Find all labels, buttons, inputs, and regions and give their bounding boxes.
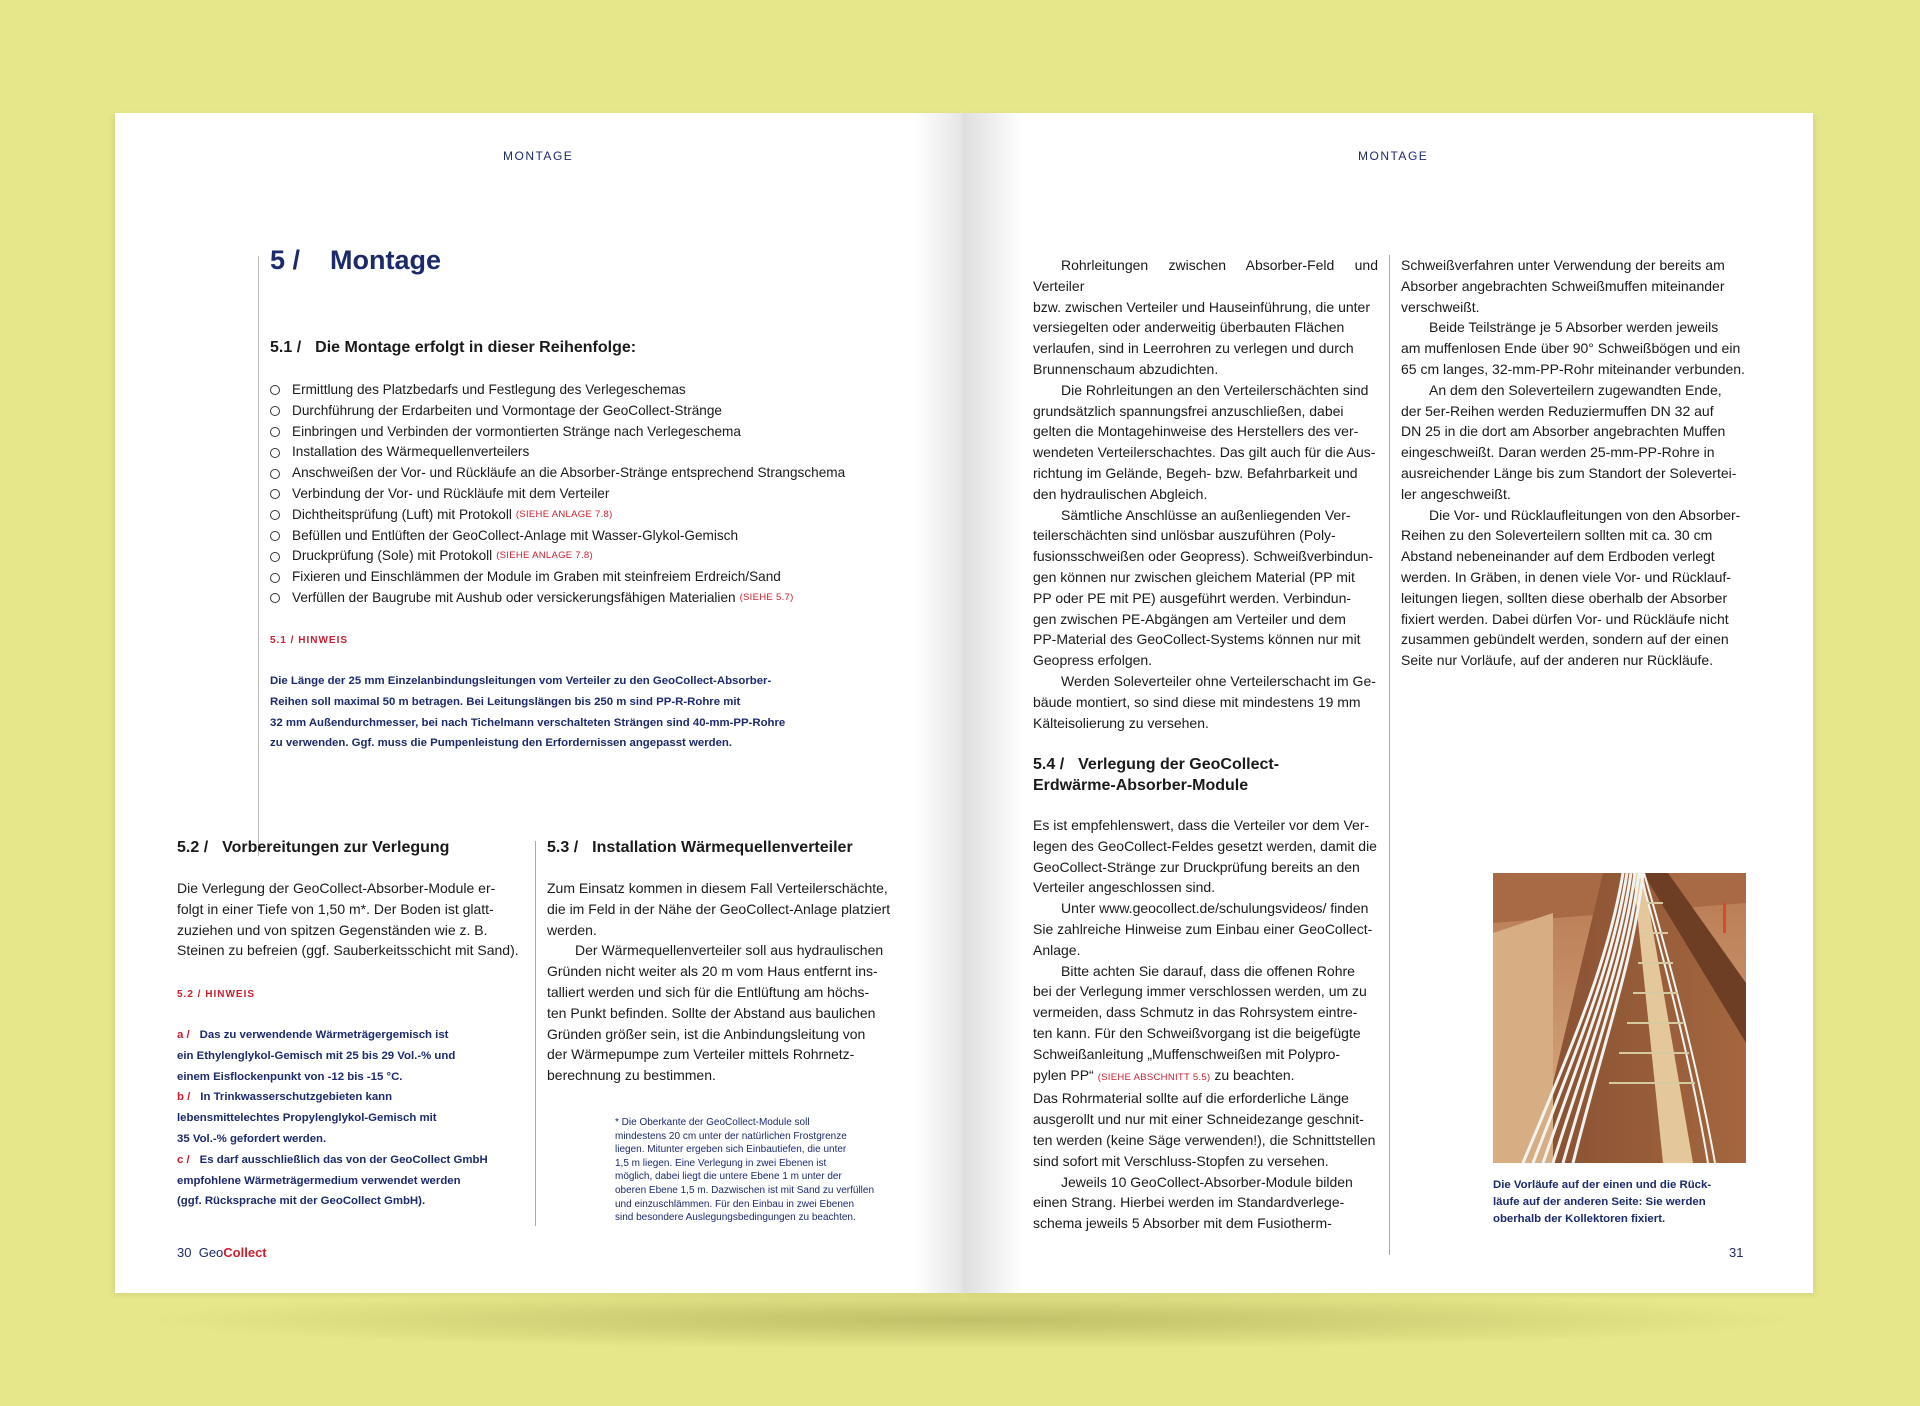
hint-text: einem Eisflockenpunkt von -12 bis -15 °C. — [177, 1070, 403, 1083]
step-text: Durchführung der Erdarbeiten und Vormontage der GeoCollect-Stränge — [292, 402, 722, 418]
hint-5-1-text — [270, 671, 870, 754]
step-item — [270, 401, 845, 422]
text-line: versiegelten oder anderweitig überbauten Flächen — [1033, 319, 1345, 336]
text-line: der Wärmepumpe zum Verteiler mittels Rohrnetz- — [547, 1046, 855, 1063]
hint-item-line — [177, 1025, 527, 1046]
text-line: Steinen zu befreien (ggf. Sauberkeitsschicht mit Sand). — [177, 942, 519, 959]
hint-item-line — [177, 1108, 527, 1129]
text-line: PP-Material des GeoCollect-Systems können nur mit — [1033, 631, 1361, 648]
step-text: Installation des Wärmequellenverteilers — [292, 444, 530, 460]
weld-reference: (SIEHE ABSCHNITT 5.5) — [1097, 1071, 1211, 1083]
text-line: schema jeweils 5 Absorber mit dem Fusiotherm- — [1033, 1215, 1332, 1232]
text-line: gen zwischen PE-Abgängen am Verteiler und dem — [1033, 610, 1346, 627]
step-item — [270, 567, 845, 588]
hint-text: (ggf. Rücksprache mit der GeoCollect GmbH). — [177, 1195, 426, 1208]
text-line: Schweißanleitung „Muffenschweißen mit Polypro- — [1033, 1045, 1341, 1062]
step-item — [270, 463, 845, 484]
hint-text: ein Ethylenglykol-Gemisch mit 25 bis 29 Vol.-% und — [177, 1049, 456, 1062]
text-line: Kälteisolierung zu versehen. — [1033, 714, 1209, 731]
section-5-2-heading: 5.2 / Vorbereitungen zur Verlegung — [177, 839, 450, 856]
chapter-rule — [258, 256, 259, 856]
text-line: grundsätzlich spannungsfrei anzuschließen, dabei — [1033, 402, 1344, 419]
circle-bullet-icon — [270, 385, 280, 395]
step-item — [270, 484, 845, 505]
text-line: DN 25 in die dort am Absorber angebrachten Muffen — [1401, 423, 1726, 440]
text-line: fixiert werden. Dabei dürfen Vor- und Rückläufe nicht — [1401, 610, 1729, 627]
text-line: Brunnenschaum abzudichten. — [1033, 360, 1219, 377]
chapter-number: 5 / — [270, 245, 301, 275]
gutter-shade-left — [913, 113, 963, 1293]
text-line: Sämtliche Anschlüsse an außenliegenden Ver- — [1061, 506, 1351, 523]
right-col1-text — [1033, 255, 1378, 733]
text-line: Gründen größer sein, ist die Anbindungsleitung von — [547, 1025, 866, 1042]
text-line: GeoCollect-Stränge zur Druckprüfung bereits an den — [1033, 858, 1360, 875]
text-line: am muffenlosen Ende über 90° Schweißbögen und ein — [1401, 340, 1741, 357]
running-head-left: MONTAGE — [503, 149, 574, 163]
text-line: zu verwenden. Ggf. muss die Pumpenleistung den Erfordernissen angepasst werden. — [270, 737, 733, 750]
text-line: Der Wärmequellenverteiler soll aus hydraulischen — [575, 942, 884, 959]
section-5-2-text — [177, 878, 527, 961]
folio-right: 31 — [1729, 1245, 1744, 1260]
text-line: die im Feld in der Nähe der GeoCollect-Anlage platziert — [547, 900, 891, 917]
text-line: Abstand nebeneinander auf dem Erdboden verlegt — [1401, 548, 1715, 565]
text-line: ausgerollt und nur mit einer Schneidezange geschnit- — [1033, 1111, 1364, 1128]
step-reference: (SIEHE ANLAGE 7.8) — [515, 508, 613, 520]
left-page — [115, 113, 963, 1293]
hint-text: Das zu verwendende Wärmeträgergemisch ist — [199, 1029, 449, 1041]
step-item — [270, 526, 845, 547]
text-line: Die Länge der 25 mm Einzelanbindungsleitungen vom Verteiler zu den GeoCollect-Absorber- — [270, 675, 772, 687]
hint-item-line — [177, 1171, 527, 1192]
text-line: bzw. zwischen Verteiler und Hauseinführung, die unter — [1033, 298, 1370, 315]
step-item — [270, 442, 845, 463]
text-line: ten werden (keine Säge verwenden!), die Schnittstellen — [1033, 1131, 1376, 1148]
text-line: Beide Teilstränge je 5 Absorber werden jeweils — [1429, 319, 1719, 336]
section-5-3-heading: 5.3 / Installation Wärmequellenverteiler — [547, 839, 853, 856]
hint-letter: b / — [177, 1091, 191, 1104]
hint-item-line — [177, 1150, 527, 1171]
step-text: Befüllen und Entlüften der GeoCollect-Anlage mit Wasser-Glykol-Gemisch — [292, 527, 739, 543]
text-line: Schweißverfahren unter Verwendung der bereits am — [1401, 257, 1725, 273]
section-5-3-text — [547, 878, 893, 1086]
circle-bullet-icon — [270, 489, 280, 499]
right-col1b-text — [1033, 815, 1378, 1234]
circle-bullet-icon — [270, 427, 280, 437]
brand-logo-geo: Geo — [198, 1245, 224, 1260]
section-5-1-heading: 5.1 / Die Montage erfolgt in dieser Reihenfolge: — [270, 339, 637, 356]
book-shadow — [130, 1290, 1810, 1350]
circle-bullet-icon — [270, 406, 280, 416]
text-line: Absorber angebrachten Schweißmuffen miteinander — [1401, 277, 1725, 294]
column-rule-right — [1389, 255, 1390, 1255]
text-line: ten Punkt befinden. Sollte der Abstand aus baulichen — [547, 1004, 876, 1021]
text-line: und einzuschlämmen. Für den Einbau in zwei Ebenen — [615, 1198, 855, 1210]
step-text: Einbringen und Verbinden der vormontierten Stränge nach Verlegeschema — [292, 423, 741, 439]
gutter-shade-right — [963, 113, 1023, 1293]
text-line: Gründen nicht weiter als 20 m vom Haus entfernt ins- — [547, 963, 878, 980]
hint-text: In Trinkwasserschutzgebieten kann — [200, 1091, 393, 1104]
right-page — [963, 113, 1813, 1293]
text-line: 65 cm langes, 32-mm-PP-Rohr miteinander verbunden. — [1401, 360, 1745, 377]
text-line: zusammen gebündelt werden, sondern auf der einen — [1401, 631, 1729, 648]
step-text: Anschweißen der Vor- und Rückläufe an die Absorber-Stränge entsprechend Strangschema — [292, 465, 846, 481]
step-item — [270, 588, 845, 609]
hint-5-2-label: 5.2 / HINWEIS — [177, 989, 256, 1000]
text-line: Reihen zu den Soleverteilern sollten mit ca. 30 cm — [1401, 527, 1713, 544]
text-line: gen können nur zwischen gleichem Material (PP mit — [1033, 568, 1355, 585]
text-line: Geopress erfolgen. — [1033, 652, 1153, 669]
text-line: verschweißt. — [1401, 298, 1480, 315]
chapter-title — [270, 245, 441, 276]
hint-text: 35 Vol.-% gefordert werden. — [177, 1132, 327, 1145]
hint-5-2-list — [177, 1025, 527, 1212]
text-line: sind sofort mit Verschluss-Stopfen zu versehen. — [1033, 1152, 1329, 1169]
hint-text: Es darf ausschließlich das von der GeoCollect GmbH — [199, 1153, 488, 1166]
text-line: mindestens 20 cm unter der natürlichen Frostgrenze — [615, 1130, 847, 1142]
text-line: berechnung zu bestimmen. — [547, 1067, 716, 1084]
text-line: zuziehen und von spitzen Gegenständen wie z. B. — [177, 921, 488, 938]
step-text: Dichtheitsprüfung (Luft) mit Protokoll — [292, 506, 512, 522]
circle-bullet-icon — [270, 593, 280, 603]
text-line: gelten die Montagehinweise des Herstellers des ver- — [1033, 423, 1359, 440]
text-line: oberen Ebene 1,5 m. Dazwischen ist mit Sand zu verfüllen — [615, 1184, 875, 1196]
text-line: folgt in einer Tiefe von 1,50 m*. Der Boden ist glatt- — [177, 900, 494, 917]
text-line: liegen. Mitunter ergeben sich Einbautiefen, die unter — [615, 1144, 847, 1156]
hint-item-line — [177, 1129, 527, 1150]
chapter-name: Montage — [330, 245, 442, 275]
weld-before: pylen PP“ — [1033, 1066, 1094, 1083]
footnote — [615, 1116, 895, 1225]
text-line: Die Verlegung der GeoCollect-Absorber-Module er- — [177, 880, 496, 896]
hint-text: empfohlene Wärmeträgermedium verwendet werden — [177, 1174, 461, 1187]
text-line: Zum Einsatz kommen in diesem Fall Verteilerschächte, — [547, 880, 888, 896]
column-rule-left — [535, 841, 536, 1226]
text-line: Anlage. — [1033, 941, 1081, 958]
text-line: ten kann. Für den Schweißvorgang ist die beigefügte — [1033, 1024, 1361, 1041]
text-line: Das Rohrmaterial sollte auf die erforderliche Länge — [1033, 1090, 1349, 1107]
text-line: Die Vor- und Rücklaufleitungen von den Absorber- — [1429, 506, 1741, 523]
text-line: werden. — [547, 921, 597, 938]
text-line: oberhalb der Kollektoren fixiert. — [1493, 1213, 1666, 1225]
text-line: bei der Verlegung immer verschlossen werden, um zu — [1033, 983, 1367, 1000]
text-line: Seite nur Vorläufe, auf der anderen nur Rückläufe. — [1401, 652, 1714, 669]
circle-bullet-icon — [270, 510, 280, 520]
text-line: An dem den Soleverteilern zugewandten Ende, — [1429, 381, 1722, 398]
step-text: Fixieren und Einschlämmen der Module im Graben mit steinfreiem Erdreich/Sand — [292, 569, 781, 585]
text-line: ausreichender Länge bis zum Standort der Solevertei- — [1401, 464, 1737, 481]
text-line: Die Rohrleitungen an den Verteilerschächten sind — [1061, 381, 1369, 398]
text-line: 32 mm Außendurchmesser, bei nach Tichelmann verschalteten Strängen sind 40-mm-PP-Rohre — [270, 716, 786, 729]
weld-line — [1033, 1065, 1378, 1089]
folio-left: 30 GeoCollect — [177, 1245, 267, 1260]
hint-letter: a / — [177, 1029, 190, 1041]
text-line: ler angeschweißt. — [1401, 485, 1511, 502]
step-reference: (SIEHE 5.7) — [739, 591, 794, 603]
text-line: einen Strang. Hierbei werden im Standardverlege- — [1033, 1194, 1345, 1211]
text-line: der 5er-Reihen werden Reduziermuffen DN 32 auf — [1401, 402, 1714, 419]
text-line: * Die Oberkante der GeoCollect-Module soll — [615, 1117, 810, 1128]
brand-logo-collect: Collect — [223, 1245, 267, 1260]
text-line: Unter www.geocollect.de/schulungsvideos/ finden — [1061, 900, 1369, 917]
section-5-4-heading: 5.4 / Verlegung der GeoCollect- Erdwärme-Absorber-Module — [1033, 756, 1280, 794]
text-line: PP oder PE mit PE) ausgeführt werden. Verbindun- — [1033, 589, 1352, 606]
step-text: Verbindung der Vor- und Rückläufe mit dem Verteiler — [292, 485, 610, 501]
text-line: verlaufen, sind in Leerrohren zu verlegen und durch — [1033, 340, 1354, 357]
text-line: Rohrleitungen zwischen Absorber-Feld und Verteiler — [1033, 257, 1378, 294]
circle-bullet-icon — [270, 573, 280, 583]
steps-list — [270, 380, 845, 609]
circle-bullet-icon — [270, 552, 280, 562]
step-item — [270, 380, 845, 401]
text-line: Die Vorläufe auf der einen und die Rück- — [1493, 1179, 1712, 1191]
weld-after: zu beachten. — [1214, 1066, 1295, 1083]
text-line: teilerschächten sind unlösbar auszuführen (Poly- — [1033, 527, 1336, 544]
photo-caption — [1493, 1177, 1746, 1228]
text-line: Reihen soll maximal 50 m betragen. Bei Leitungslängen bis 250 m sind PP-R-Rohre mit — [270, 695, 741, 708]
hint-item-line — [177, 1191, 527, 1212]
text-line: Werden Soleverteiler ohne Verteilerschacht im Ge- — [1061, 672, 1376, 689]
step-reference: (SIEHE ANLAGE 7.8) — [496, 550, 593, 562]
circle-bullet-icon — [270, 469, 280, 479]
step-item — [270, 505, 845, 526]
hint-5-1-label: 5.1 / HINWEIS — [270, 635, 349, 646]
text-line: richtung im Gelände, Begeh- bzw. Befahrbarkeit und — [1033, 464, 1358, 481]
hint-item-line — [177, 1087, 527, 1108]
hint-item-line — [177, 1046, 527, 1067]
step-item — [270, 546, 845, 567]
text-line: möglich, dabei liegt die untere Ebene 1 m unter der — [615, 1171, 842, 1183]
text-line: legen des GeoCollect-Feldes gesetzt werden, damit die — [1033, 837, 1377, 854]
text-line: bäude montiert, so sind diese mit mindestens 19 mm — [1033, 693, 1361, 710]
text-line: vermeiden, dass Schmutz in das Rohrsystem eintre- — [1033, 1004, 1358, 1021]
step-text: Druckprüfung (Sole) mit Protokoll — [292, 548, 493, 564]
text-line: Verteiler angeschlossen sind. — [1033, 879, 1216, 896]
text-line: den hydraulischen Abgleich. — [1033, 485, 1208, 502]
circle-bullet-icon — [270, 448, 280, 458]
text-line: Jeweils 10 GeoCollect-Absorber-Module bilden — [1061, 1173, 1353, 1190]
text-line: 1,5 m liegen. Eine Verlegung in zwei Ebenen ist — [615, 1157, 827, 1169]
step-text: Ermittlung des Platzbedarfs und Festlegung des Verlegeschemas — [292, 382, 686, 397]
text-line: Es ist empfehlenswert, dass die Verteiler vor dem Ver- — [1033, 817, 1370, 833]
text-line: Bitte achten Sie darauf, dass die offenen Rohre — [1061, 962, 1355, 979]
text-line: leitungen liegen, sollten diese oberhalb der Absorber — [1401, 589, 1728, 606]
text-line: eingeschweißt. Daran werden 25-mm-PP-Rohre in — [1401, 444, 1715, 461]
trench-photo — [1493, 873, 1746, 1163]
text-line: sind besondere Auslegungsbedingungen zu beachten. — [615, 1212, 856, 1224]
text-line: werden. In Gräben, in denen viele Vor- und Rücklauf- — [1401, 568, 1731, 585]
right-col2-text — [1401, 255, 1746, 671]
step-item — [270, 422, 845, 443]
text-line: Sie zahlreiche Hinweise zum Einbau einer GeoCollect- — [1033, 920, 1373, 937]
hint-letter: c / — [177, 1153, 190, 1166]
text-line: wendeten Verteilerschachtes. Das gilt auch für die Aus- — [1033, 444, 1376, 461]
hint-text: lebensmittelechtes Propylenglykol-Gemisch mit — [177, 1112, 437, 1125]
text-line: läufe auf der anderen Seite: Sie werden — [1493, 1196, 1706, 1208]
step-text: Verfüllen der Baugrube mit Aushub oder versickerungsfähigen Materialien — [292, 589, 736, 605]
text-line: fusionsschweißen oder Geopress). Schweißverbindun- — [1033, 548, 1374, 565]
text-line: talliert werden und sich für die Entlüftung am höchs- — [547, 983, 870, 1000]
running-head-right: MONTAGE — [1358, 149, 1429, 163]
circle-bullet-icon — [270, 531, 280, 541]
hint-item-line — [177, 1067, 527, 1088]
trench-photo-image — [1493, 873, 1746, 1163]
